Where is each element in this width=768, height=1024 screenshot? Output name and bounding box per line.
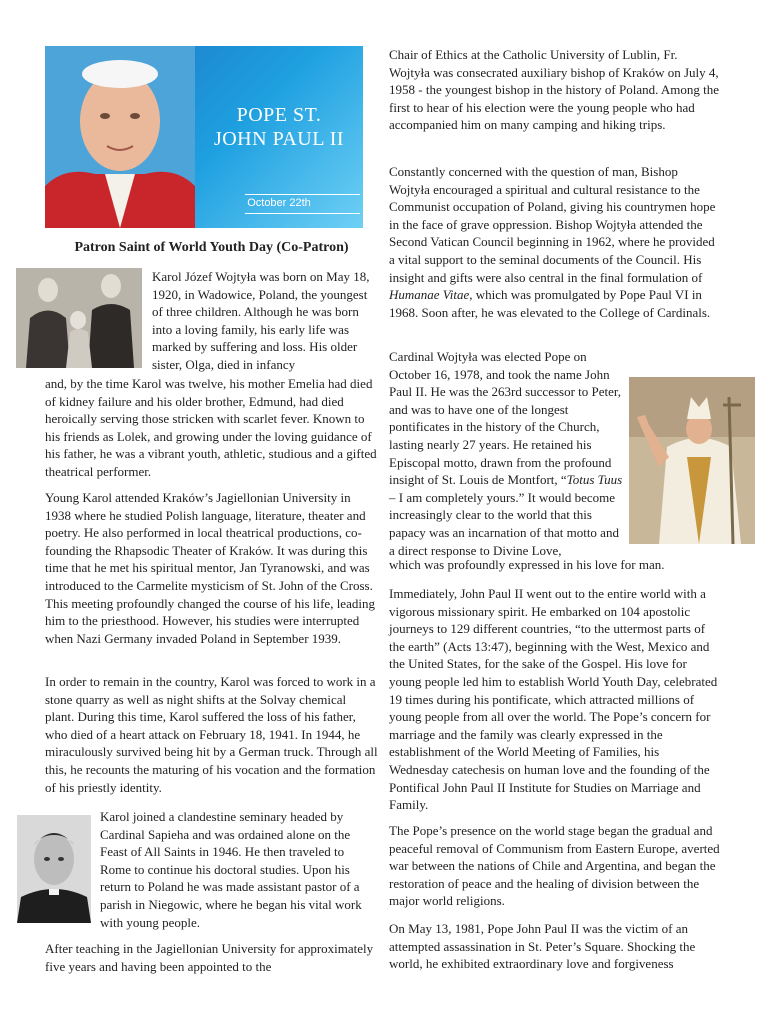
family-photo <box>16 268 142 368</box>
paragraph-election <box>389 348 625 559</box>
paragraph-family-loss <box>45 375 378 494</box>
page-heading: Patron Saint of World Youth Day (Co-Patron) <box>74 240 349 255</box>
banner-title-line1: POPE ST. <box>236 104 322 126</box>
paragraph-text: The Pope’s presence on the world stage began the gradual and peaceful removal of Communism from Eastern Europe, averted war between the nations of Chile and Argentina, and began the restoration of peace and the healing of division between the major world religions. <box>389 823 720 909</box>
paragraph-vatican-council <box>389 163 721 334</box>
paragraph-war-years <box>45 673 378 809</box>
paragraph-text-part: Cardinal Wojtyła was elected Pope on October 16, 1978, and took the name John Paul II. He was the 263rd successor to Peter, and was to have one of the longest pontificates in the history of the Church, lasting nearly 27 years. He retained his Episcopal motto, drawn from the profound insight of St. Louis de Montfort, “ <box>389 349 621 488</box>
paragraph-teaching <box>45 940 378 988</box>
paragraph-text-part: , which was promulgated by Pope Paul VI in 1968. Soon after, he was elevated to the College of Cardinals. <box>389 287 711 320</box>
priest-photo-image <box>17 815 91 923</box>
book-title: Humanae Vitae <box>389 287 470 303</box>
paragraph-seminary <box>100 808 378 944</box>
paragraph-text: On May 13, 1981, Pope John Paul II was the victim of an attempted assassination in St. Peter’s Square. Shocking the world, he exhibited extraordinary love and forgiveness <box>389 921 696 972</box>
paragraph-text: Karol joined a clandestine seminary headed by Cardinal Sapieha and was ordained alone on the Feast of All Saints in 1946. He then traveled to Rome to continue his doctoral studies. Upon his return to Poland he was made assistant pastor of a parish in Niegowic, where he began his vital work with young people. <box>100 809 362 930</box>
motto: Totus Tuus <box>566 472 623 488</box>
paragraph-text: After teaching in the Jagiellonian University for approximately five years and having been appointed to the <box>45 941 374 974</box>
paragraph-bishop <box>389 46 721 147</box>
paragraph-text-part: – I am completely yours.” It would become increasingly clear to the world that this papacy was an incarnation of that motto and a direct response to Divine Love, <box>389 489 619 558</box>
paragraph-missionary <box>389 585 721 827</box>
priest-photo <box>17 815 91 923</box>
paragraph-assassination <box>389 920 721 986</box>
paragraph-text: Young Karol attended Kraków’s Jagiellonian University in 1938 where he studied Polish language, literature, theater and poetry. He also performed in local theatrical productions, co-founding the Rhapsodic Theater of Kraków. It was during this time that he met his spiritual mentor, Jan Tyranowski, and was introduced to the Carmelite mysticism of St. John of the Cross. This meeting profoundly changed the course of his life, leading him to the priesthood. However, his studies were interrupted when Nazi Germany invaded Poland in September 1939. <box>45 490 375 646</box>
paragraph-text: In order to remain in the country, Karol was forced to work in a stone quarry as well as night shifts at the Solvay chemical plant. During this time, Karol suffered the loss of his father, who died of a heart attack on February 18, 1941. In 1944, he miraculously survived being hit by a German truck. Through all this, he recounts the maturing of his vocation and the formation of his priestly identity. <box>45 674 378 795</box>
header-banner <box>45 46 363 228</box>
banner-divider <box>245 213 360 214</box>
paragraph-world-stage <box>389 822 721 923</box>
pope-waving-photo <box>629 377 755 544</box>
pope-portrait-image <box>45 46 195 228</box>
paragraph-university <box>45 489 378 660</box>
paragraph-text: Karol Józef Wojtyła was born on May 18, 1920, in Wadowice, Poland, the youngest of three children. Although he was born into a loving family, his early life was marked by suffering and loss. His older sister, Olga, died in infancy <box>152 269 370 372</box>
paragraph-text: and, by the time Karol was twelve, his mother Emelia had died of kidney failure and his older brother, Edmund, had died heroically serving those stricken with scarlet fever. Known to his friends as Lolek, and growing under the loving guidance of his father, he was a vibrant youth, athletic, studious and a gifted theatrical performer. <box>45 376 377 479</box>
banner-divider <box>245 194 360 195</box>
paragraph-text-part: Constantly concerned with the question of man, Bishop Wojtyła encouraged a spiritual and cultural resistance to the Communist occupation of Poland, giving his countrymen hope in the face of grave oppression. Bishop Wojtyła attended the Second Vatican Council beginning in 1962, where he provided a vital support to the seminal documents of the Council. His insight and gifts were also central in the final formulation of <box>389 164 716 285</box>
paragraph-text <box>389 163 721 321</box>
banner-title-line2: JOHN PAUL II <box>213 128 345 150</box>
paragraph-text: Immediately, John Paul II went out to the entire world with a vigorous missionary spirit. He embarked on 104 apostolic journeys to 129 different countries, “to the uttermost parts of the earth” (Acts 13:47), beginning with the West, Mexico and the United States, for the sake of the Gospel. His love for young people led him to establish World Youth Day, celebrated 19 times during his pontificate, which attracted millions of young people from all over the world. The Pope’s concern for marriage and the family was clearly expressed in the establishment of the World Meeting of Families, his Wednesday catechesis on human love and the founding of the Pontifical John Paul II Institute for Studies on Marriage and Family. <box>389 586 718 813</box>
paragraph-text: which was profoundly expressed in his love for man. <box>389 557 665 572</box>
paragraph-election-end <box>389 556 721 587</box>
paragraph-text: Chair of Ethics at the Catholic University of Lublin, Fr. Wojtyła was consecrated auxiliary bishop of Kraków on July 4, 1958 - the youngest bishop in the history of Poland. Among the first to hear of his election were the young people who had accompanied him on many camping and hiking trips. <box>389 47 720 133</box>
pope-waving-image <box>629 377 755 544</box>
family-photo-image <box>16 268 142 368</box>
paragraph-text <box>389 348 625 559</box>
banner-date: October 22th <box>247 197 311 209</box>
paragraph-birth-intro <box>152 268 378 374</box>
